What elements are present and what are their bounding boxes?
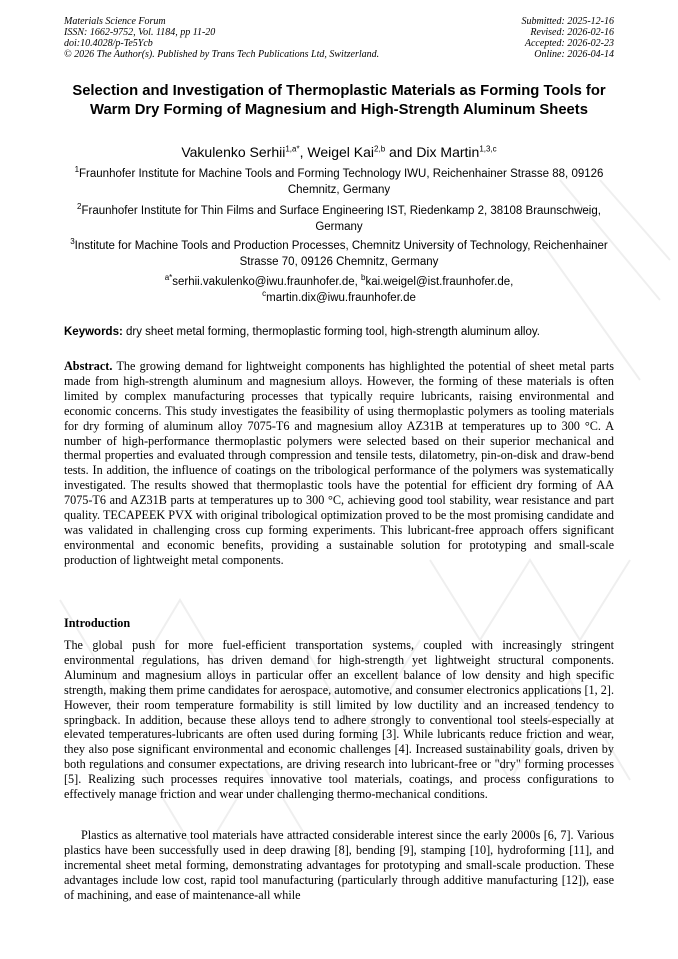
abstract [64,359,614,568]
author-list: Vakulenko Serhii$^{1,a*}$, Weigel Kai$^{2,b}$ and Dix Martin$^{1,3,c}$ [181,144,497,160]
keywords-text: dry sheet metal forming, thermoplastic forming tool, high-strength aluminum alloy. [122,326,540,338]
email-link[interactable]: kai.weigel@ist.fraunhofer.de, [365,276,514,288]
accepted-date: Accepted: 2026-02-23 [524,38,614,49]
publication-dates [522,16,615,60]
online-date: Online: 2026-04-14 [534,49,614,60]
issn: ISSN: 1662-9752, Vol. 1184, pp 11-20 [64,27,216,38]
paper-title: Selection and Investigation of Thermoplastic Materials as Forming Tools for Warm Dry Forming of Magnesium and High-Strength Aluminum Sheets [72,83,606,118]
email-link[interactable]: serhii.vakulenko@iwu.fraunhofer.de, [172,276,362,288]
section-heading-introduction: Introduction [64,616,131,630]
doi: doi:10.4028/p-Te5Ycb [64,38,153,49]
author: Vakulenko Serhii$^{1,a*}$ [181,144,300,160]
paragraph: The global push for more fuel-efficient transportation systems, coupled with increasingly stringent environmental regulations, has driven demand for high-strength yet lightweight structural components. Aluminum and magnesium alloys in particular offer an excellent balance of low density and high specific strength, making them prime candidates for aerospace, automotive, and consumer electronics applications [1, 2]. However, their room temperature formability is still limited by low ductility and an increased tendency to springback. In addition, because these alloys tend to adhere strongly to conventional tool steels-especially at elevated temperatures-lubricants are often used during forming [3]. While lubricants reduce friction and wear, they also pose significant environmental and economic challenges [4]. Increased sustainability goals, driven by both regulations and consumer expectations, are driving research into lubricant-free or "dry" forming processes [5]. Realizing such processes requires innovative tool materials, coatings, and process configurations to effectively manage friction and wear under challenging thermo-mechanical conditions. [64,638,614,802]
submitted-date: Submitted: 2025-12-16 [521,16,614,27]
paragraph: Plastics as alternative tool materials have attracted considerable interest since the early 2000s [6, 7]. Various plastics have been successfully used in deep drawing [8], bending [9], stamping [10], hydroforming [11], and incremental sheet metal forming, demonstrating advantages for prototyping and small-scale production. These advantages include low cost, rapid tool manufacturing (particularly through additive manufacturing [12]), ease of machining, and ease of maintenance-all while [64,828,614,902]
affiliation-2: $^2$Fraunhofer Institute for Thin Films and Surface Engineering IST, Riedenkamp 2, 38108 Braunschweig, Germany [77,202,601,233]
affiliation-3: $^3$Institute for Machine Tools and Production Processes, Chemnitz University of Technology, Reichenhainer Strasse 70, 09126 Chemnitz, Germany [70,237,608,268]
email-link[interactable]: martin.dix@iwu.fraunhofer.de [266,292,416,304]
author: Dix Martin$^{1,3,c}$ [416,144,497,160]
keywords-label: Keywords: [64,326,123,338]
revised-date: Revised: 2026-02-16 [530,27,614,38]
author-emails: $^{a*}$serhii.vakulenko@iwu.fraunhofer.de, $^b$kai.weigel@ist.fraunhofer.de, $^c$martin.dix@iwu.fraunhofer.de [164,273,514,304]
journal-info [64,16,379,60]
journal-name: Materials Science Forum [64,16,166,27]
author: Weigel Kai$^{2,b}$ [307,144,386,160]
copyright: © 2026 The Author(s). Published by Trans Tech Publications Ltd, Switzerland. [64,49,380,60]
abstract-label: Abstract. [64,359,113,373]
abstract-text: The growing demand for lightweight components has highlighted the potential of sheet metal parts made from high-strength aluminum and magnesium alloys. However, the forming of these materials is often limited by complex manufacturing processes that typically require lubricants, raising environmental and economic concerns. This study investigates the feasibility of using thermoplastic polymers as tooling materials for dry forming of aluminum alloy 7075-T6 and magnesium alloy AZ31B at temperatures up to 300 °C. A number of high-performance thermoplastic polymers were selected based on their superior mechanical and thermal properties and evaluated through compression and tensile tests, dilatometry, pin-on-disk and draw-bend tests. In addition, the influence of coatings on the tribological performance of the polymers was systematically investigated. The results showed that thermoplastic tools have the potential for efficient dry forming of AA 7075-T6 and AZ31B parts at temperatures up to 300 °C, achieving good tool stability, wear resistance and part quality. TECAPEEK PVX with original tribological optimization proved to be the most promising candidate and was validated in challenging cross cup forming experiments. This lubricant-free approach offers significant environmental and economic benefits, providing a sustainable solution for prototyping and small-scale production of lightweight metal components. [64,359,614,567]
keywords [64,324,614,340]
affiliation-1: $^1$Fraunhofer Institute for Machine Tools and Forming Technology IWU, Reichenhainer Strasse 88, 09126 Chemnitz, Germany [74,165,604,196]
